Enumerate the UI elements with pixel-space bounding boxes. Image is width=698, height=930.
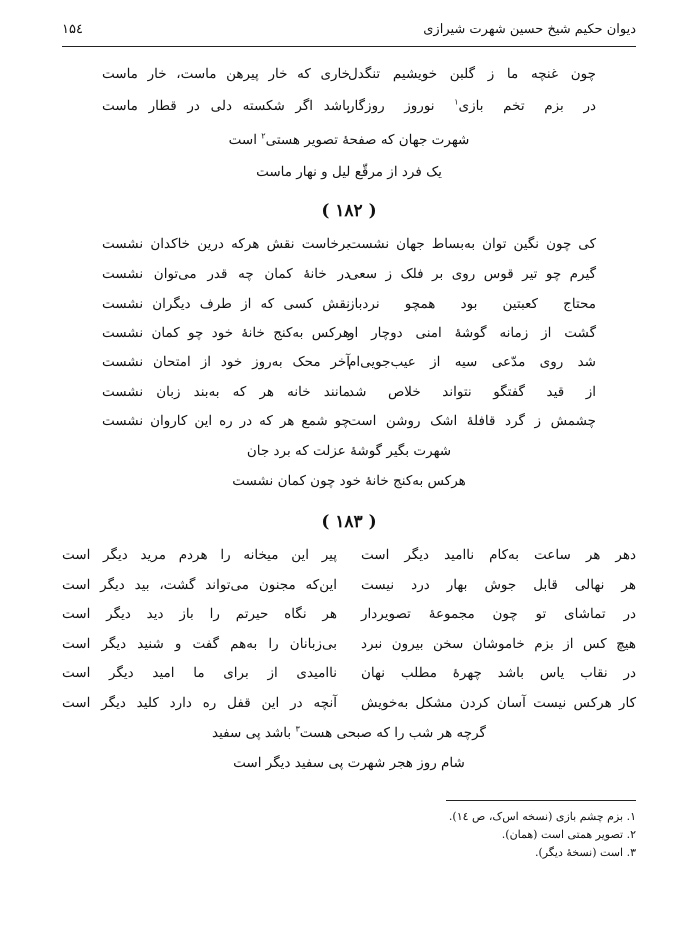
closing-line: گرچه هر شب را که صبحی هست$^۳$ باشد پی سفید [212,724,486,741]
hemistich-left: بی‌زبانان را به‌هم گفت و شنید دیگر است [62,636,337,652]
hemistich-left: مانند خانه هر که به‌بند زبان نشست [102,384,350,400]
couplet [62,236,636,258]
hemistich-right: گشت از زمانه گوشهٔ امنی دوچار او [348,325,596,341]
couplet [62,296,636,318]
couplet [62,384,636,406]
footnote-ref: ۳ [295,724,300,734]
page-number: ۱۵٤ [62,22,83,37]
hemistich-left: ناامیدی از برای ما امید دیگر است [62,665,337,681]
hemistich-left: باشد اگر شکسته دلی در قطار ماست [102,98,350,114]
closing-line: شهرت جهان که صفحهٔ تصویر هستی$^۲$ است [228,131,470,148]
couplet [62,325,636,347]
hemistich-right: کی چون نگین توان به‌بساط جهان نشست [348,236,596,252]
hemistich-left: این‌که مجنون می‌تواند گشت، بید دیگر است [62,577,337,593]
hemistich-left: پیر این میخانه را هردم مرید دیگر است [62,547,337,563]
hemistich-left: در خانهٔ کمان چه قدر می‌توان نشست [102,266,350,282]
hemistich-right: کار هرکس نیست آسان کردن مشکل به‌خویش [361,695,636,711]
couplet [62,606,636,628]
hemistich-right: چون غنچه ما ز گلبن خویشیم تنگدل [348,66,596,82]
footnote: ۳. است (نسخهٔ دیگر). [534,846,636,859]
hemistich-right: هر نهالی قابل جوش بهار درد نیست [361,577,636,593]
page-header [62,22,636,42]
closing-line: هرکس به‌کنج خانهٔ خود چون کمان نشست [232,473,466,489]
footnote: ۲. تصویر همتی است (همان). [501,828,636,841]
hemistich-left: خاری که خار پیرهن ماست، خار ماست [102,66,350,82]
hemistich-left: نقش کسی که از طرف دیگران نشست [102,296,350,312]
hemistich-right: گیرم چو تیر قوس روی بر فلک ز سعی [348,266,596,282]
header-rule [62,46,636,47]
hemistich-right: از قید گفتگو نتواند خلاص شد [348,384,596,400]
hemistich-right: در نقاب یاس باشد چهرهٔ مطلب نهان [361,665,636,681]
hemistich-right: شد روی مدّعی سیه از عیب‌جویی‌ام [348,354,596,370]
hemistich-right: در تماشای تو چون مجموعهٔ تصویردار [361,606,636,622]
couplet [62,266,636,288]
hemistich-left: هرکس به‌کنج خانهٔ خود چو کمان نشست [102,325,350,341]
couplet [62,695,636,717]
couplet [62,354,636,376]
hemistich-right: هیچ کس از بزم خاموشان سخن بیرون نبرد [361,636,636,652]
footnote: ۱. بزم چشم بازی (نسخه اس‌ک، ص ١٤). [448,810,636,823]
hemistich-right: چشمش ز گرد قافلهٔ اشک روشن است [348,413,596,429]
couplet [62,413,636,435]
hemistich-left: برخاست نقش هرکه درین خاکدان نشست [102,236,350,252]
couplet [62,636,636,658]
hemistich-right: دهر هر ساعت به‌کام ناامید دیگر است [361,547,636,563]
poem-number-182: ( ۱۸۲ ) [321,201,377,221]
hemistich-left: آنچه در این قفل ره دارد کلید دیگر است [62,695,337,711]
hemistich-left: هر نگاه حیرتم را باز دید دیگر است [62,606,337,622]
hemistich-right: محتاج کعبتین بود همچو نردباز [348,296,596,312]
footnote-ref: ۲ [261,131,266,141]
poem-number-183: ( ۱۸۳ ) [321,512,377,532]
running-title: دیوان حکیم شیخ حسین شهرت شیرازی [423,22,636,37]
hemistich-left: چو شمع هر که در ره این کاروان نشست [102,413,350,429]
couplet [62,66,636,88]
closing-line: شام روز هجر شهرت پی سفید دیگر است [233,755,465,771]
hemistich-right: در بزم تخم بازی$^۱$ نوروز روزگار [348,97,596,114]
footnote-ref: ۱ [454,97,459,107]
couplet [62,98,636,120]
couplet [62,665,636,687]
closing-line: یک فرد از مرقّع لیل و نهار ماست [256,164,442,180]
closing-line: شهرت بگیر گوشهٔ عزلت که برد جان [246,443,452,459]
couplet [62,547,636,569]
couplet [62,577,636,599]
hemistich-left: آخر محک به‌روز خود از امتحان نشست [102,354,350,370]
footnote-rule [446,800,636,801]
